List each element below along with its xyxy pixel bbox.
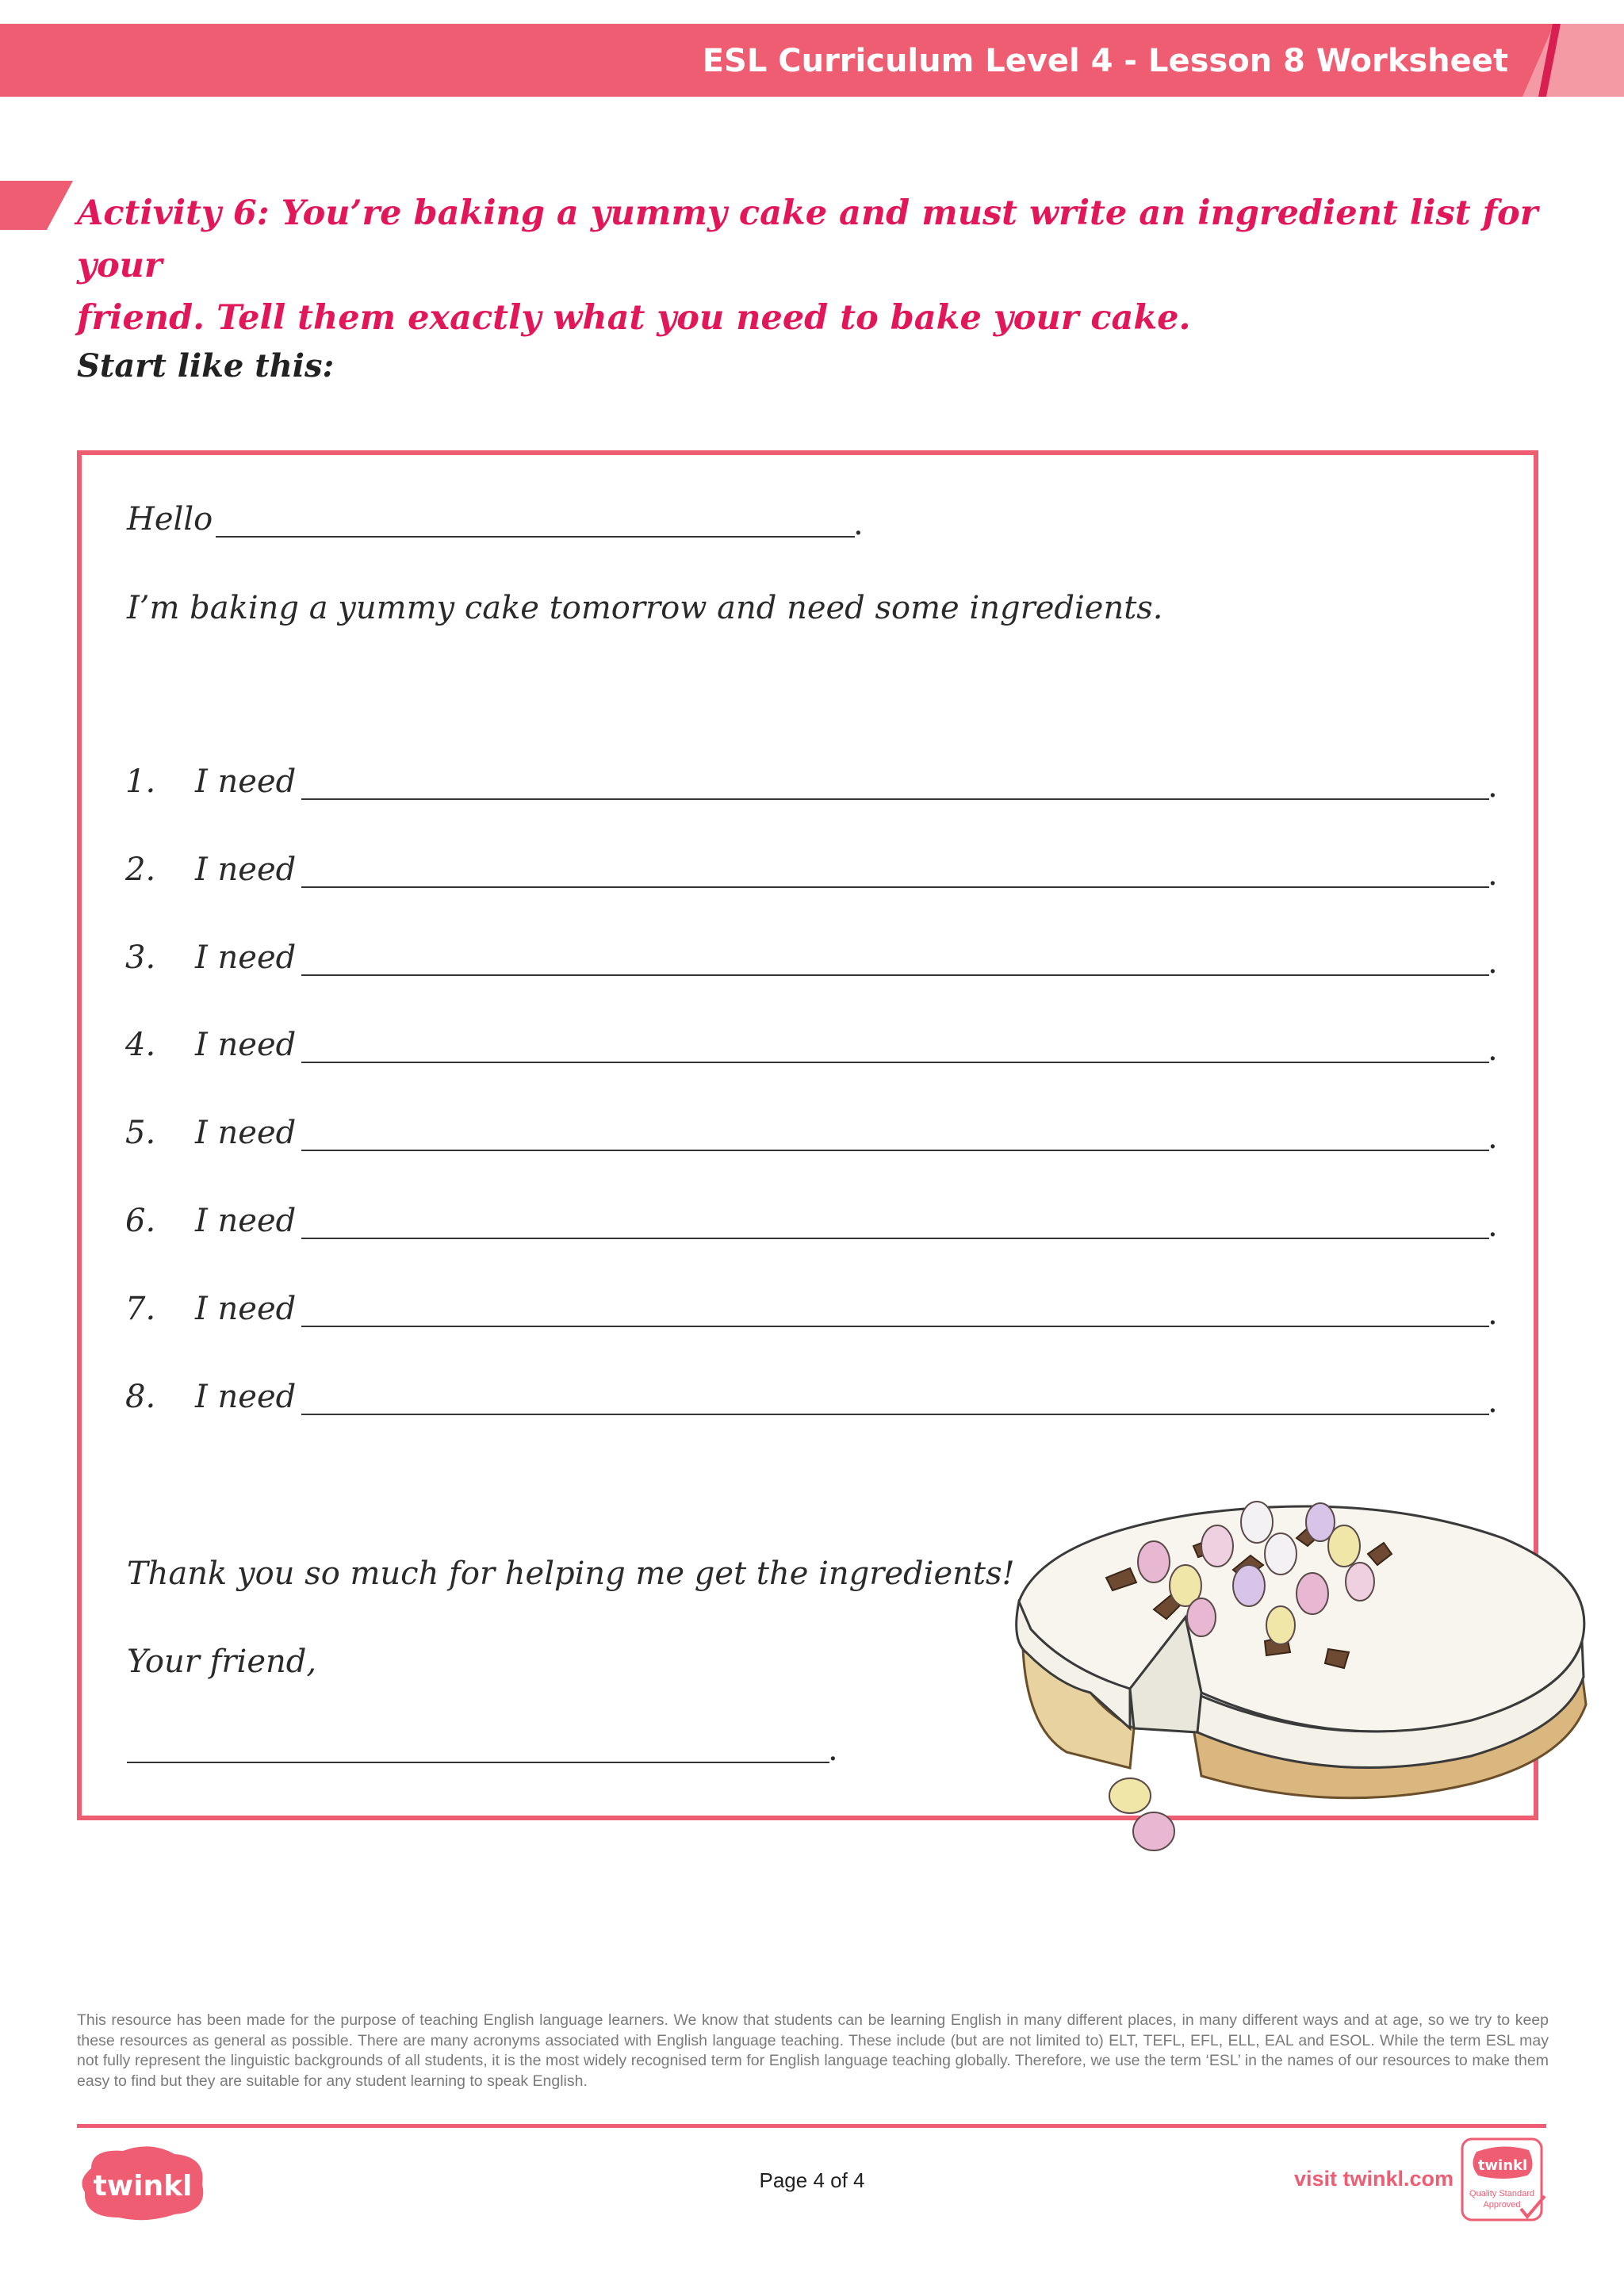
item-number: 7. <box>125 1291 156 1327</box>
item-period: . <box>1488 944 1498 981</box>
item-label: I need <box>195 1203 297 1239</box>
item-blank-line[interactable] <box>301 1062 1489 1063</box>
greeting-text: Hello <box>127 501 213 538</box>
disclaimer-text: This resource has been made for the purpose of teaching English language learners. We know that students can be learning English in many different places, in many different ways and at age, so we try to keep these resources as general as possible. There are many acronyms associated with English language teaching. These include (but are not limited to) ELT, TEFL, EFL, ELL, EAL and ESOL. While the term ESL may not fully represent the linguistic backgrounds of all students, it is the most widely recognised term for English language teaching globally. Therefore, we use the term ‘ESL’ in the names of our resources to make them easy to find but they are suitable for any student learning to speak English. <box>77 2011 1549 2090</box>
badge-line2: Approved <box>1483 2200 1521 2210</box>
badge-brand: twinkl <box>1477 2157 1528 2174</box>
item-label: I need <box>195 851 297 888</box>
item-number: 5. <box>125 1115 156 1151</box>
item-number: 2. <box>125 851 156 888</box>
item-period: . <box>1488 1383 1498 1420</box>
item-label: I need <box>195 1115 297 1151</box>
item-number: 6. <box>125 1203 156 1239</box>
item-period: . <box>1488 1031 1498 1068</box>
name-blank-period: . <box>853 506 864 542</box>
thanks-text: Thank you so much for helping me get the ingredients! <box>127 1556 1015 1592</box>
item-label: I need <box>195 763 297 800</box>
visit-link[interactable]: visit twinkl.com <box>1294 2167 1454 2191</box>
item-period: . <box>1488 1295 1498 1332</box>
item-blank-line[interactable] <box>301 1414 1489 1415</box>
item-blank-line[interactable] <box>301 1238 1489 1239</box>
item-number: 8. <box>125 1379 156 1415</box>
logo-text: twinkl <box>93 2170 193 2202</box>
item-blank-line[interactable] <box>301 1150 1489 1151</box>
name-blank-line[interactable] <box>216 536 855 538</box>
quality-badge <box>1459 2136 1551 2223</box>
item-period: . <box>1488 856 1498 893</box>
activity-title <box>77 187 1568 344</box>
item-label: I need <box>195 1027 297 1063</box>
signoff-text: Your friend, <box>127 1644 317 1680</box>
item-label: I need <box>195 1379 297 1415</box>
item-blank-line[interactable] <box>301 886 1489 888</box>
item-period: . <box>1488 1207 1498 1244</box>
page-number: Page 4 of 4 <box>759 2168 865 2192</box>
item-number: 1. <box>125 763 156 800</box>
activity-title-line1: Activity 6: You’re baking a yummy cake and must write an ingredient list for your <box>77 193 1538 285</box>
item-number: 4. <box>125 1027 156 1063</box>
cake-illustration <box>995 1490 1598 1871</box>
start-label: Start like this: <box>77 347 335 385</box>
signature-period: . <box>828 1732 838 1768</box>
signature-blank-line[interactable] <box>127 1762 829 1763</box>
item-period: . <box>1488 768 1498 805</box>
footer-rule <box>77 2124 1546 2128</box>
intro-text: I’m baking a yummy cake tomorrow and need some ingredients. <box>127 590 1163 626</box>
badge-line1: Quality Standard <box>1469 2189 1534 2198</box>
item-period: . <box>1488 1119 1498 1156</box>
item-blank-line[interactable] <box>301 974 1489 976</box>
item-number: 3. <box>125 939 156 976</box>
activity-title-line2: friend. Tell them exactly what you need to bake your cake. <box>77 298 1191 338</box>
activity-flag-decoration <box>0 181 73 230</box>
item-blank-line[interactable] <box>301 798 1489 800</box>
item-label: I need <box>195 1291 297 1327</box>
item-label: I need <box>195 939 297 976</box>
worksheet-title: ESL Curriculum Level 4 - Lesson 8 Worksheet <box>702 43 1508 79</box>
item-blank-line[interactable] <box>301 1326 1489 1327</box>
